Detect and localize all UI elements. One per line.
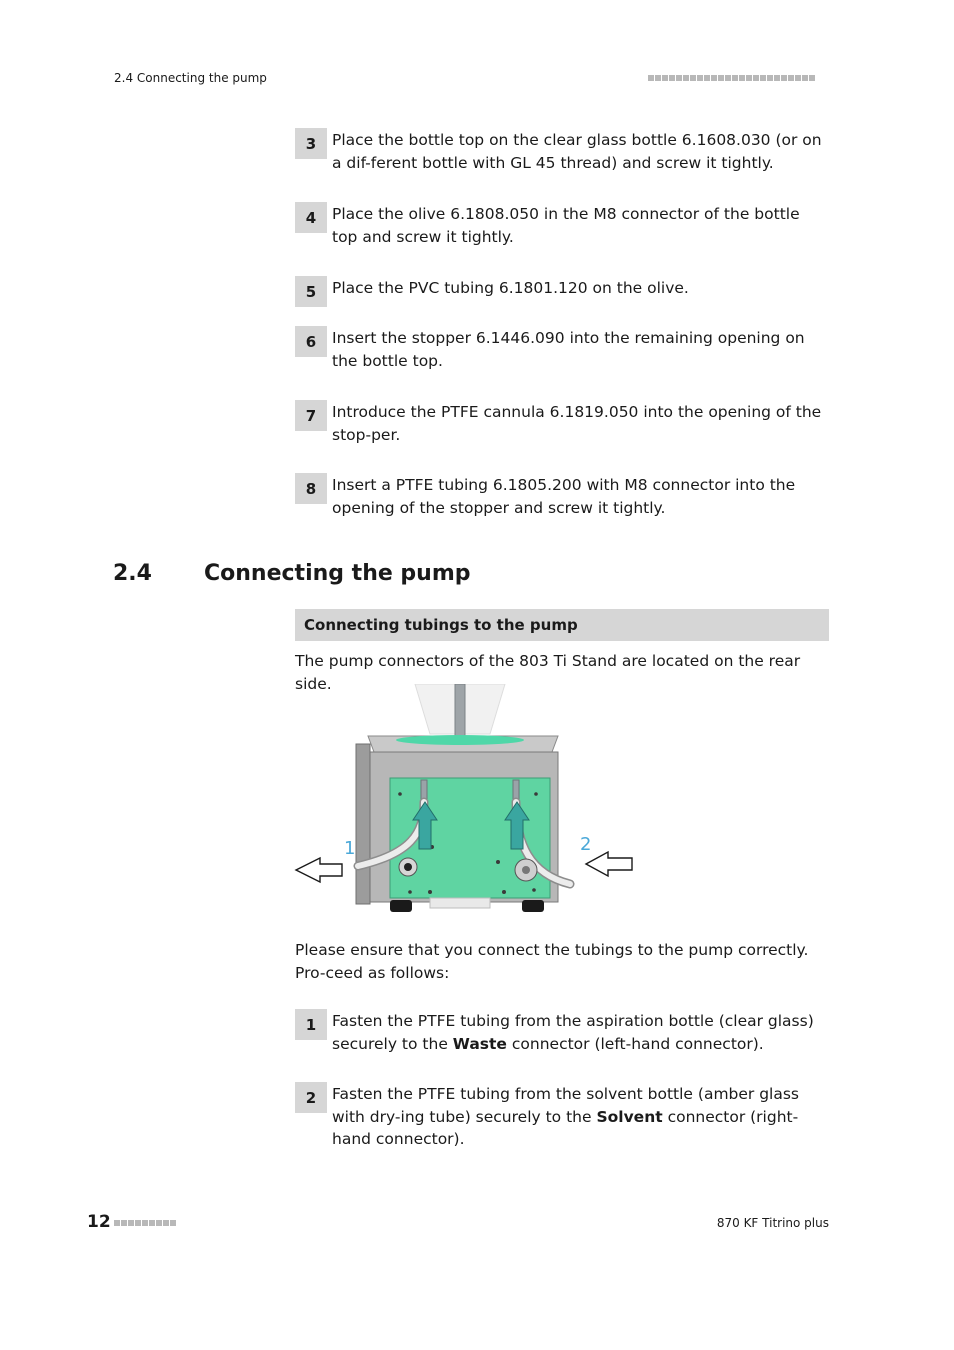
header-section-ref: 2.4 Connecting the pump xyxy=(114,71,267,85)
step-item xyxy=(295,1009,829,1055)
step-item xyxy=(295,400,829,446)
step-item xyxy=(295,202,829,248)
step-text: Place the olive 6.1808.050 in the M8 connector of the bottle top and screw it tightly. xyxy=(332,205,800,246)
step-number: 1 xyxy=(295,1009,327,1040)
arrow-left-icon xyxy=(586,852,632,876)
subsection-heading xyxy=(295,609,829,641)
header-dots-decoration xyxy=(648,75,815,81)
step-item xyxy=(295,473,829,519)
step-text: Place the bottle top on the clear glass bottle 6.1608.030 (or on a dif-ferent bottle with GL 45 thread) and screw it tightly. xyxy=(332,131,822,172)
step-number: 8 xyxy=(295,473,327,504)
step-item xyxy=(295,326,829,372)
footer-dots-decoration xyxy=(114,1220,176,1226)
step-number: 6 xyxy=(295,326,327,357)
page-number: 12 xyxy=(87,1212,111,1232)
step-text: Fasten the PTFE tubing from the solvent bottle (amber glass with dry-ing tube) securely to the Solvent connector (right-hand connector). xyxy=(332,1085,800,1148)
section-title: Connecting the pump xyxy=(204,561,471,586)
step-text: Place the PVC tubing 6.1801.120 on the olive. xyxy=(332,279,689,297)
step-item xyxy=(295,276,829,307)
footer-product-name: 870 KF Titrino plus xyxy=(716,1216,829,1230)
step-number: 7 xyxy=(295,400,327,431)
step-number: 2 xyxy=(295,1082,327,1113)
connector-name-solvent: Solvent xyxy=(596,1107,663,1126)
figure-label-2: 2 xyxy=(580,834,592,855)
step-item xyxy=(295,1082,829,1151)
step-text: Fasten the PTFE tubing from the aspiration bottle (clear glass) securely to the Waste connector (left-hand connector). xyxy=(332,1012,814,1053)
step-text: Insert the stopper 6.1446.090 into the remaining opening on the bottle top. xyxy=(332,329,805,370)
step-item xyxy=(295,128,829,174)
pump-rear-figure xyxy=(290,684,640,924)
subsection-title: Connecting tubings to the pump xyxy=(304,616,578,634)
instruction-paragraph: Please ensure that you connect the tubings to the pump correctly. Pro-ceed as follows: xyxy=(295,941,809,982)
connector-name-waste: Waste xyxy=(452,1034,507,1053)
step-text: Insert a PTFE tubing 6.1805.200 with M8 connector into the opening of the stopper and screw it tightly. xyxy=(332,476,796,517)
step-number: 4 xyxy=(295,202,327,233)
arrow-left-icon xyxy=(296,858,342,882)
intro-paragraph: The pump connectors of the 803 Ti Stand are located on the rear side. xyxy=(295,652,801,693)
section-number: 2.4 xyxy=(113,561,152,586)
stand-body xyxy=(356,735,558,912)
step-number: 3 xyxy=(295,128,327,159)
figure-label-1: 1 xyxy=(344,838,356,859)
step-text: Introduce the PTFE cannula 6.1819.050 into the opening of the stop-per. xyxy=(332,403,822,444)
step-number: 5 xyxy=(295,276,327,307)
